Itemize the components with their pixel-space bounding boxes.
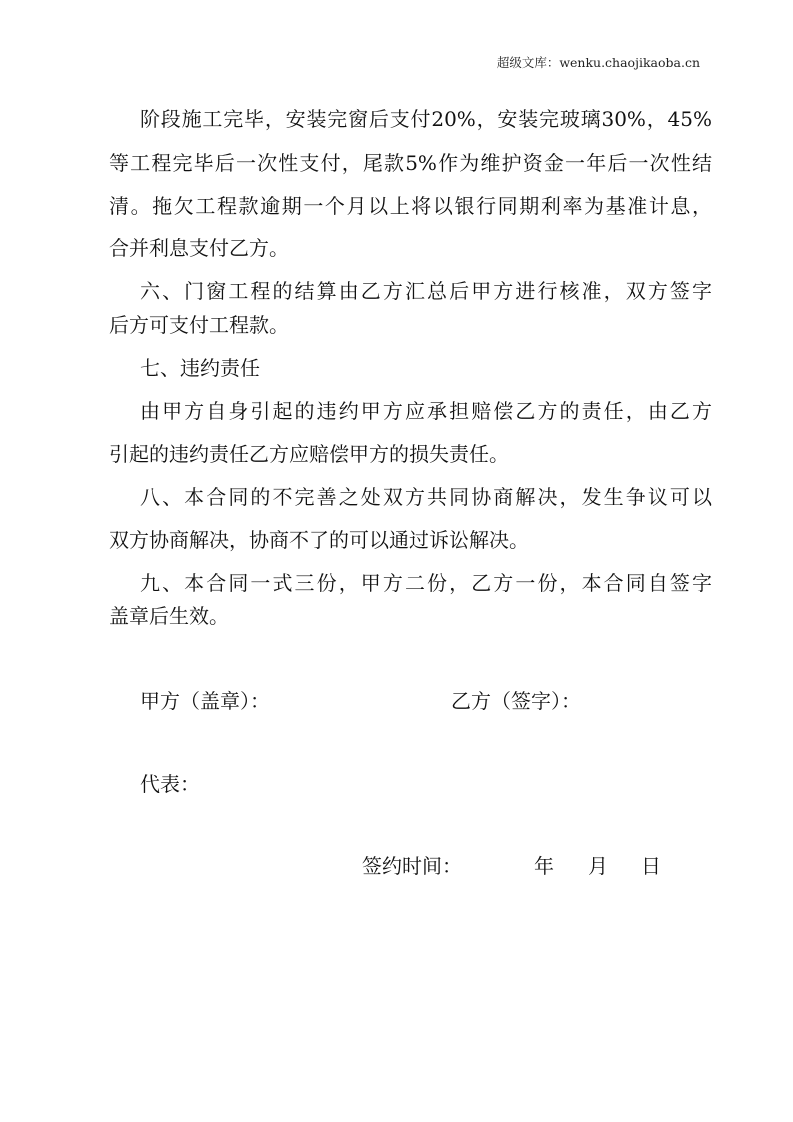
date-day: 日	[641, 854, 661, 878]
paragraph-line: 九、本合同一式三份，甲方二份，乙方一份，本合同自签字	[140, 571, 712, 595]
paragraph-line: 双方协商解决，协商不了的可以通过诉讼解决。	[109, 528, 529, 552]
paragraph-line: 八、本合同的不完善之处双方共同协商解决，发生争议可以	[140, 485, 712, 509]
paragraph-line: 清。拖欠工程款逾期一个月以上将以银行同期利率为基准计息，	[109, 194, 712, 218]
paragraph-line: 由甲方自身引起的违约甲方应承担赔偿乙方的责任，由乙方	[140, 399, 712, 423]
date-month: 月	[588, 854, 608, 878]
paragraph-line: 阶段施工完毕，安装完窗后支付20%，安装完玻璃30%，45%	[140, 107, 712, 131]
date-year: 年	[534, 854, 554, 878]
representative-label: 代表：	[140, 772, 200, 796]
party-b-signature-label: 乙方（签字）：	[451, 689, 581, 713]
party-a-seal-label: 甲方（盖章）：	[140, 689, 270, 713]
page-header-source: 超级文库：wenku.chaojikaoba.cn	[496, 55, 700, 70]
paragraph-line: 引起的违约责任乙方应赔偿甲方的损失责任。	[109, 442, 509, 466]
paragraph-line: 等工程完毕后一次性支付，尾款5%作为维护资金一年后一次性结	[109, 151, 712, 175]
paragraph-line: 盖章后生效。	[109, 604, 229, 628]
signing-date-label: 签约时间：	[362, 854, 462, 878]
paragraph-line: 七、违约责任	[140, 356, 260, 380]
paragraph-line: 后方可支付工程款。	[109, 313, 289, 337]
paragraph-line: 六、门窗工程的结算由乙方汇总后甲方进行核准，双方签字	[140, 279, 712, 303]
paragraph-line: 合并利息支付乙方。	[109, 236, 289, 260]
